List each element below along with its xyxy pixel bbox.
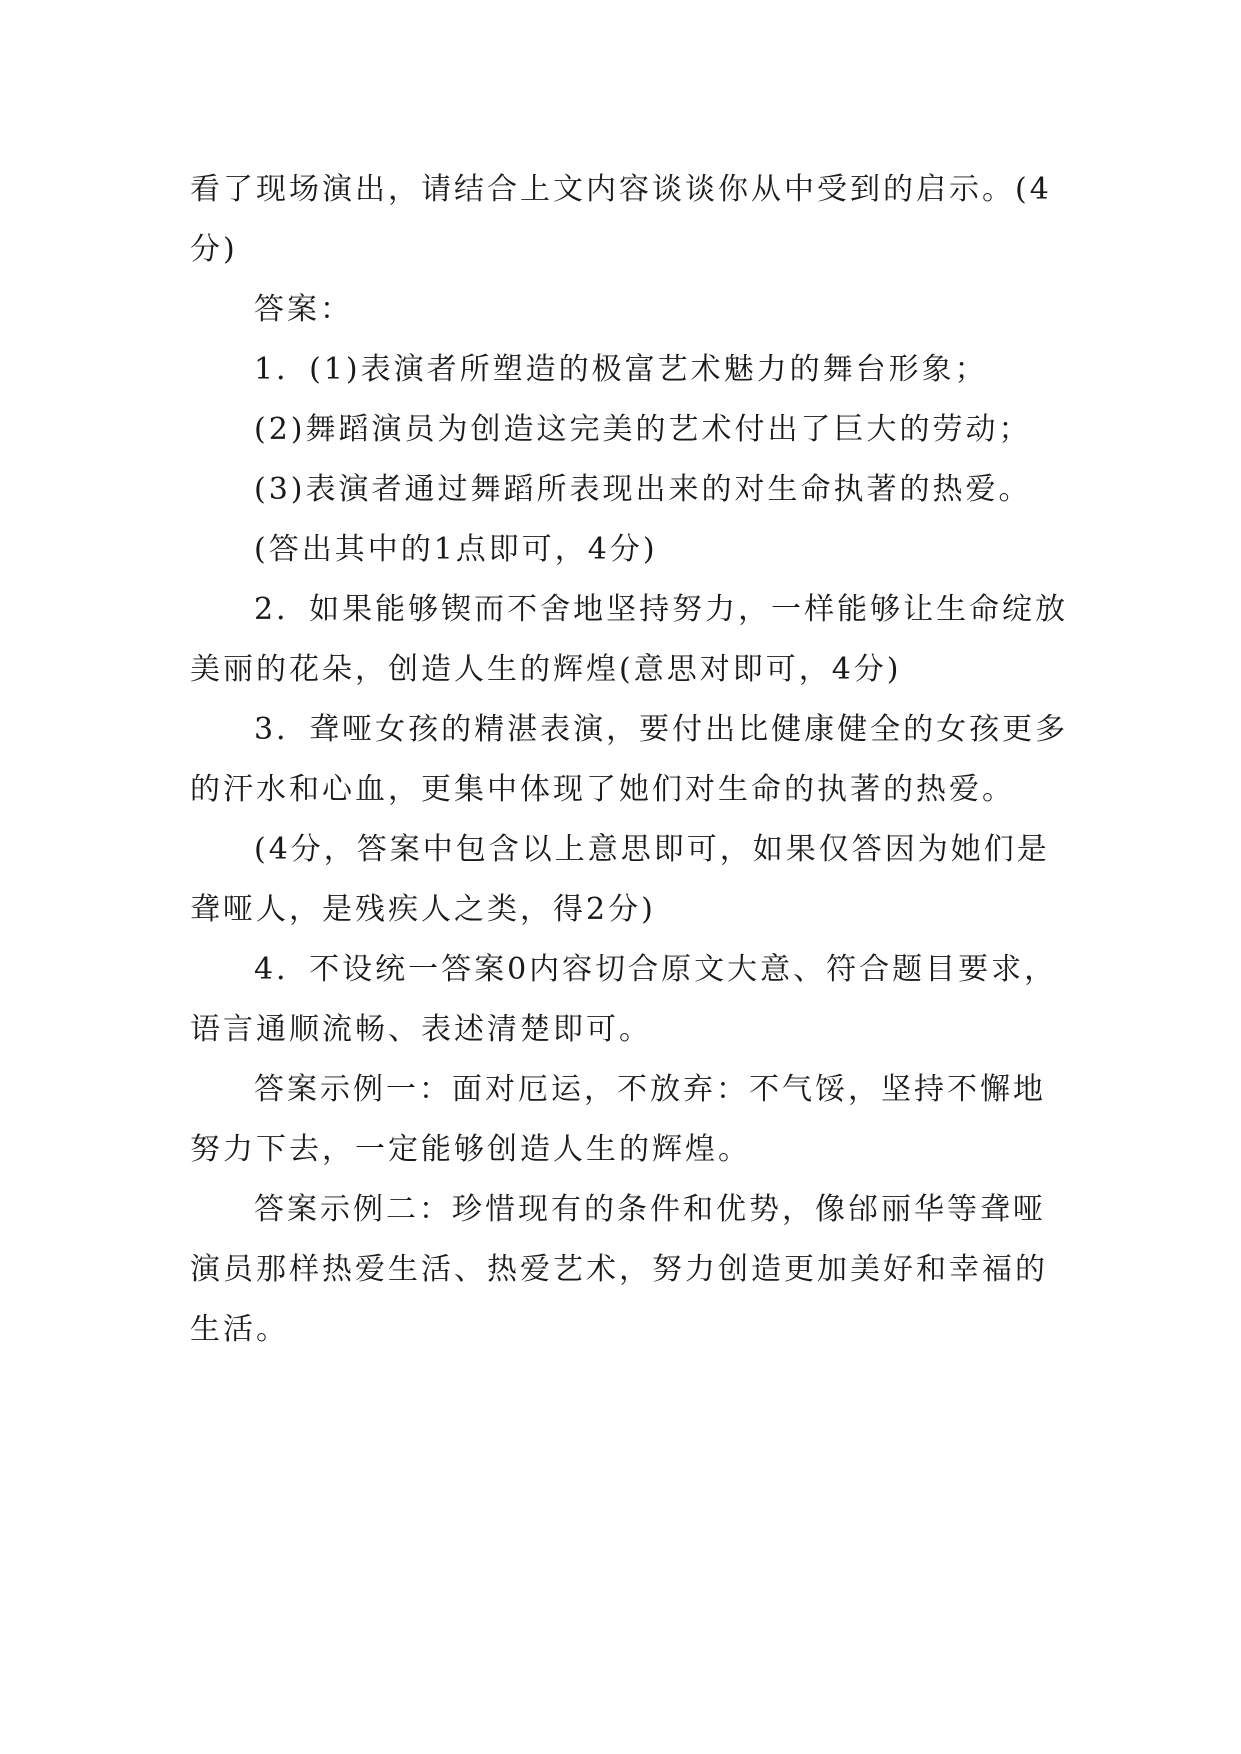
answer-2: 2．如果能够锲而不舍地坚持努力，一样能够让生命绽放美丽的花朵，创造人生的辉煌(意思对即可，4分) bbox=[190, 592, 1069, 687]
question-tail: 看了现场演出，请结合上文内容谈谈你从中受到的启示。(4分) bbox=[190, 172, 1052, 267]
answer-1-point-2: (2)舞蹈演员为创造这完美的艺术付出了巨大的劳动； bbox=[254, 412, 1032, 447]
answer-heading: 答案： bbox=[254, 292, 353, 327]
answer-3: 3．聋哑女孩的精湛表演，要付出比健康健全的女孩更多的汗水和心血，更集中体现了她们对生命的执著的热爱。 bbox=[190, 712, 1069, 807]
answer-4: 4．不设统一答案0内容切合原文大意、符合题目要求，语言通顺流畅、表述清楚即可。 bbox=[190, 952, 1058, 1047]
document-body bbox=[190, 160, 1070, 1360]
answer-1-point-3: (3)表演者通过舞蹈所表现出来的对生命执著的热爱。 bbox=[254, 472, 1032, 507]
answer-example-1: 答案示例一：面对厄运，不放弃：不气馁，坚持不懈地努力下去，一定能够创造人生的辉煌。 bbox=[190, 1072, 1046, 1167]
answer-example-2: 答案示例二：珍惜现有的条件和优势，像邰丽华等聋哑演员那样热爱生活、热爱艺术，努力创造更加美好和幸福的生活。 bbox=[190, 1192, 1048, 1347]
answer-3-note: (4分，答案中包含以上意思即可，如果仅答因为她们是聋哑人，是残疾人之类，得2分) bbox=[190, 832, 1050, 927]
answer-1-point-1: 1．(1)表演者所塑造的极富艺术魅力的舞台形象； bbox=[254, 352, 988, 387]
answer-1-note: (答出其中的1点即可，4分) bbox=[254, 532, 658, 567]
